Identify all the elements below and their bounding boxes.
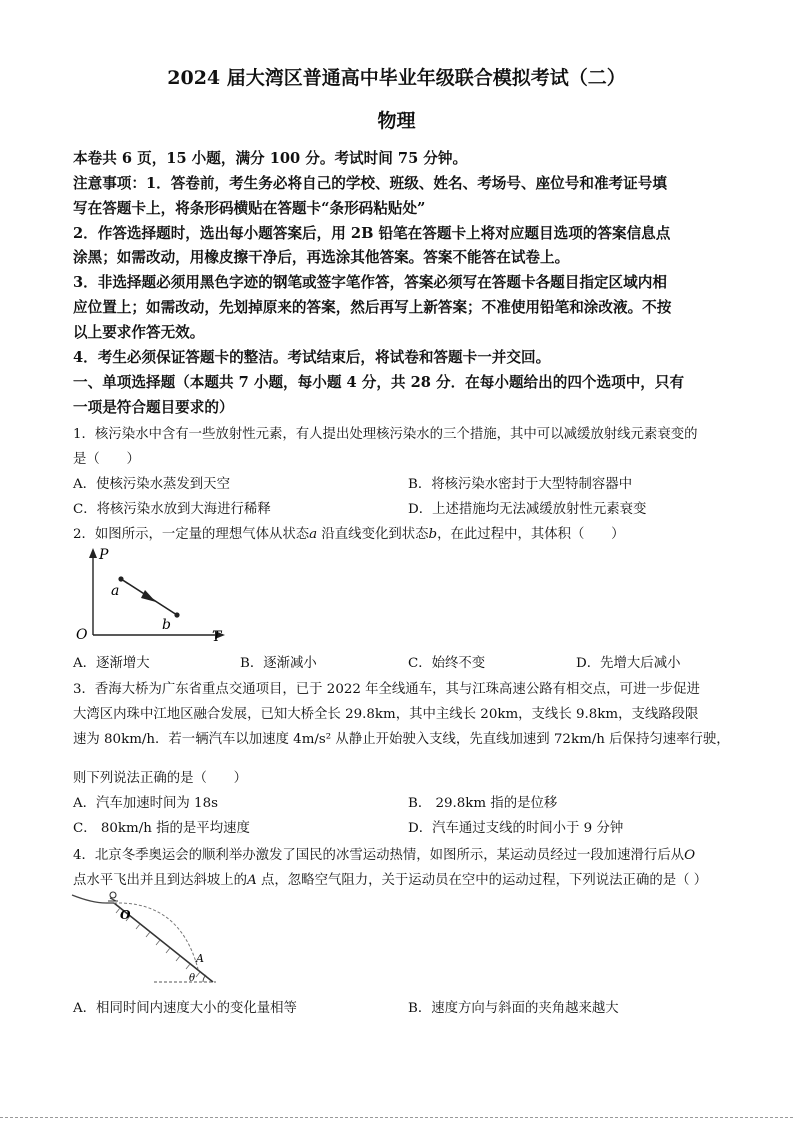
q2-stem: 2．如图所示，一定量的理想气体从状态𝑎 沿直线变化到状态𝑏，在此过程中，其体积（ ）	[73, 527, 625, 542]
q3-stem-line4: 则下列说法正确的是（ ）	[73, 771, 248, 786]
notice-item1-line2: 写在答题卡上，将条形码横贴在答题卡“条形码粘贴处”	[73, 200, 426, 217]
section-heading-line1: 一、单项选择题（本题共 7 小题，每小题 4 分，共 28 分．在每小题给出的四个选项中，只有	[73, 374, 685, 391]
q4-option-b: B．速度方向与斜面的夹角越来越大	[408, 1001, 619, 1016]
q1-option-a: A．使核污染水蒸发到天空	[73, 477, 230, 492]
q2-option-d: D．先增大后减小	[576, 656, 681, 671]
q3-option-d: D．汽车通过支线的时间小于 9 分钟	[408, 821, 624, 836]
q3-stem-line3: 速为 80km/h．若一辆汽车以加速度 4m/s² 从静止开始驶入支线，先直线加速到 72km/h 后保持匀速率行驶，	[73, 732, 730, 747]
state-a-point	[118, 576, 123, 581]
q2-option-b: B．逐渐减小	[240, 656, 317, 671]
q1-option-d: D．上述措施均无法减缓放射性元素衰变	[408, 502, 647, 517]
state-b-point	[174, 612, 179, 617]
process-arrow	[141, 590, 156, 602]
q2-option-a: A．逐渐增大	[73, 656, 150, 671]
point-o-label: O	[120, 908, 131, 922]
p-axis-arrow	[89, 548, 97, 558]
t-axis-label: T	[212, 629, 222, 645]
notice-item3-line2: 应位置上；如需改动，先划掉原来的答案，然后再写上新答案；不准使用铅笔和涂改液。不按	[73, 299, 672, 316]
q4-ski-diagram	[70, 889, 230, 989]
exam-intro: 本卷共 6 页，15 小题，满分 100 分。考试时间 75 分钟。	[73, 150, 468, 167]
p-axis-label: P	[99, 547, 109, 563]
notice-item4: 4．考生必须保证答题卡的整洁。考试结束后，将试卷和答题卡一并交回。	[73, 349, 551, 366]
origin-label: O	[76, 627, 88, 643]
exam-title: 2024 届大湾区普通高中毕业年级联合模拟考试（二）	[167, 67, 626, 89]
state-b-label: b	[162, 617, 171, 633]
section-heading-line2: 一项是符合题目要求的）	[73, 399, 234, 416]
q2-pt-diagram	[70, 545, 240, 645]
q4-stem-line2: 点水平飞出并且到达斜坡上的𝐴 点，忽略空气阻力，关于运动员在空中的运动过程，下列说法正确的是（ ）	[73, 873, 708, 888]
theta-label: θ	[189, 973, 196, 984]
skier-icon	[110, 892, 116, 898]
subject-title: 物理	[377, 110, 416, 132]
q1-stem-line1: 1．核污染水中含有一些放射性元素，有人提出处理核污染水的三个措施，其中可以减缓放射线元素衰变的	[73, 427, 698, 442]
q2-option-c: C．始终不变	[408, 656, 486, 671]
page-bottom-rule	[0, 1117, 793, 1118]
q4-option-a: A．相同时间内速度大小的变化量相等	[73, 1001, 297, 1016]
q3-stem-line2: 大湾区内珠中江地区融合发展，已知大桥全长 29.8km，其中主线长 20km，支线长 9.8km，支线路段限	[73, 707, 699, 722]
q4-stem-line1: 4．北京冬季奥运会的顺利举办激发了国民的冰雪运动热情，如图所示，某运动员经过一段加速滑行后从𝑂	[73, 848, 696, 863]
point-a-label: A	[196, 952, 204, 965]
angle-arc	[203, 975, 206, 982]
state-a-label: a	[111, 583, 120, 599]
q1-option-b: B．将核污染水密封于大型特制容器中	[408, 477, 633, 492]
notice-item3-line3: 以上要求作答无效。	[73, 324, 205, 341]
q3-stem-line1: 3．香海大桥为广东省重点交通项目，已于 2022 年全线通车，其与江珠高速公路有相交点，可进一步促进	[73, 682, 700, 697]
notice-item3-line1: 3．非选择题必须用黑色字迹的钢笔或签字笔作答，答案必须写在答题卡各题目指定区域内相	[73, 274, 667, 291]
q3-option-b: B． 29.8km 指的是位移	[408, 796, 558, 811]
q1-option-c: C．将核污染水放到大海进行稀释	[73, 502, 271, 517]
notice-item2-line1: 2．作答选择题时，选出每小题答案后，用 2B 铅笔在答题卡上将对应题目选项的答案信息点	[73, 225, 671, 242]
notice-item1-line1: 注意事项：1．答卷前，考生务必将自己的学校、班级、姓名、考场号、座位号和准考证号填	[73, 175, 667, 192]
takeoff-ramp	[72, 895, 106, 903]
q3-option-a: A．汽车加速时间为 18s	[73, 796, 218, 811]
notice-item2-line2: 涂黑；如需改动，用橡皮擦干净后，再选涂其他答案。答案不能答在试卷上。	[73, 249, 570, 266]
q1-stem-line2: 是（ ）	[73, 452, 140, 467]
q3-option-c: C． 80km/h 指的是平均速度	[73, 821, 250, 836]
